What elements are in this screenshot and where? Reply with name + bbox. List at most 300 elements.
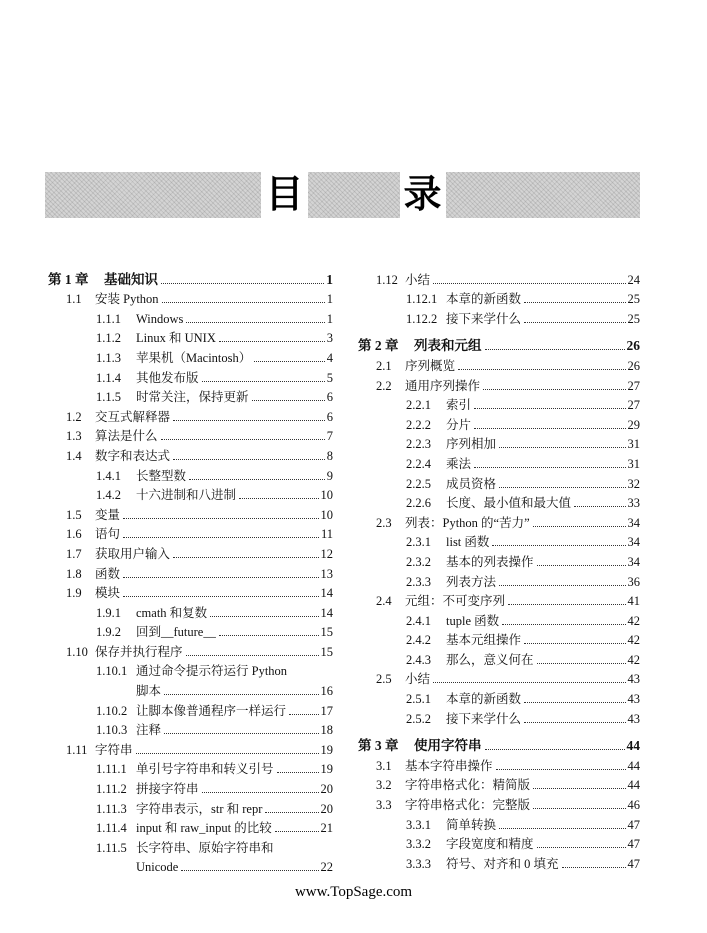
toc-entry-page: 25 bbox=[627, 311, 640, 326]
toc-entry[interactable] bbox=[358, 354, 640, 374]
toc-entry-page: 47 bbox=[627, 856, 640, 871]
toc-entry-page: 27 bbox=[627, 398, 640, 413]
toc-entry-page: 5 bbox=[326, 370, 333, 385]
dot-leader bbox=[485, 349, 625, 350]
toc-entry-number: 1.1.4 bbox=[96, 370, 121, 385]
dot-leader bbox=[499, 828, 625, 829]
toc-entry-number: 3.3.2 bbox=[406, 837, 431, 852]
toc-entry-page: 36 bbox=[627, 574, 640, 589]
toc-entry-number: 2.5 bbox=[376, 672, 392, 687]
toc-entry-title: 使用字符串 bbox=[414, 738, 482, 754]
dot-leader bbox=[265, 812, 318, 813]
toc-entry[interactable] bbox=[358, 492, 640, 512]
toc-entry-number: 2.4.2 bbox=[406, 633, 431, 648]
toc-entry-number: 2.2.6 bbox=[406, 496, 431, 511]
toc-entry-page: 34 bbox=[627, 515, 640, 530]
toc-entry-page: 32 bbox=[627, 476, 640, 491]
toc-entry-number: 2.3.3 bbox=[406, 574, 431, 589]
toc-entry-title: 字段宽度和精度 bbox=[446, 837, 534, 852]
toc-entry[interactable] bbox=[358, 472, 640, 492]
toc-entry-title: 交互式解释器 bbox=[95, 409, 171, 424]
toc-entry-page: 44 bbox=[627, 758, 640, 773]
title-char-1: 目 bbox=[261, 168, 307, 220]
toc-entry[interactable] bbox=[358, 511, 640, 531]
toc-entry-title: 那么，意义何在 bbox=[446, 652, 534, 667]
toc-entry-title: tuple 函数 bbox=[446, 613, 500, 628]
toc-entry-number: 3.3.3 bbox=[406, 856, 431, 871]
toc-entry-number: 第 1 章 bbox=[48, 271, 89, 287]
toc-entry-page: 9 bbox=[326, 468, 333, 483]
toc-entry-number: 1.10.1 bbox=[96, 664, 128, 679]
toc-entry[interactable] bbox=[358, 570, 640, 590]
dot-leader bbox=[502, 624, 625, 625]
toc-entry-number: 1.4 bbox=[66, 448, 82, 463]
toc-entry-title: 基本字符串操作 bbox=[405, 758, 493, 773]
toc-entry-page: 22 bbox=[320, 860, 333, 875]
toc-entry-title: 通过命令提示符运行 Python bbox=[136, 664, 288, 679]
footer-url: www.TopSage.com bbox=[294, 884, 413, 900]
toc-entry-page: 42 bbox=[627, 652, 640, 667]
dot-leader bbox=[136, 753, 319, 754]
toc-entry-title: 分片 bbox=[446, 417, 472, 432]
toc-entry-title: cmath 和复数 bbox=[136, 605, 208, 620]
toc-entry-number: 1.10.3 bbox=[96, 723, 128, 738]
toc-entry-number: 1.11.2 bbox=[96, 782, 127, 797]
toc-entry-page: 33 bbox=[627, 496, 640, 511]
toc-entry-number: 2.4.1 bbox=[406, 613, 431, 628]
toc-entry-number: 2.3 bbox=[376, 515, 392, 530]
toc-chapter-entry[interactable] bbox=[358, 735, 640, 755]
toc-entry-number: 3.3.1 bbox=[406, 817, 431, 832]
toc-entry[interactable] bbox=[48, 523, 333, 543]
toc-entry-page: 47 bbox=[627, 837, 640, 852]
toc-entry[interactable] bbox=[358, 374, 640, 394]
toc-entry-page: 43 bbox=[627, 672, 640, 687]
toc-entry-title: 脚本 bbox=[136, 684, 162, 699]
toc-entry-number: 第 2 章 bbox=[358, 338, 399, 354]
toc-entry-page: 42 bbox=[627, 613, 640, 628]
toc-entry-title: 列表和元组 bbox=[414, 338, 482, 354]
toc-entry[interactable] bbox=[358, 754, 640, 774]
toc-entry-page: 13 bbox=[320, 566, 333, 581]
toc-entry-page: 43 bbox=[627, 711, 640, 726]
toc-entry-page: 25 bbox=[627, 292, 640, 307]
toc-entry-title: 长字符串、原始字符串和 bbox=[136, 840, 274, 855]
toc-entry-page: 17 bbox=[320, 703, 333, 718]
toc-entry-number: 2.4 bbox=[376, 594, 392, 609]
toc-right-column bbox=[358, 268, 640, 872]
toc-entry-title: 基础知识 bbox=[104, 271, 158, 287]
toc-entry-title: 本章的新函数 bbox=[446, 692, 522, 707]
toc-entry-title: 函数 bbox=[95, 566, 121, 581]
toc-left-column bbox=[48, 268, 333, 875]
toc-entry-page: 3 bbox=[326, 331, 333, 346]
toc-entry[interactable] bbox=[48, 856, 333, 876]
dot-leader bbox=[123, 518, 318, 519]
toc-entry[interactable] bbox=[358, 550, 640, 570]
toc-entry-title: 获取用户输入 bbox=[95, 546, 171, 561]
toc-entry-number: 2.5.1 bbox=[406, 692, 431, 707]
toc-entry-page: 6 bbox=[326, 390, 333, 405]
toc-entry-page: 47 bbox=[627, 817, 640, 832]
toc-entry-page: 24 bbox=[627, 272, 640, 287]
toc-entry[interactable] bbox=[358, 590, 640, 610]
toc-entry[interactable] bbox=[48, 346, 333, 366]
toc-entry-title: 安装 Python bbox=[95, 292, 159, 307]
toc-entry-title: 通用序列操作 bbox=[405, 378, 481, 393]
toc-entry[interactable] bbox=[358, 648, 640, 668]
toc-entry-title: 回到__future__ bbox=[136, 625, 216, 640]
toc-entry-title: 苹果机（Macintosh） bbox=[136, 350, 252, 365]
dot-leader bbox=[123, 596, 318, 597]
dot-leader bbox=[189, 479, 325, 480]
page-title bbox=[0, 168, 707, 220]
toc-entry[interactable] bbox=[48, 366, 333, 386]
toc-entry-title: 序列相加 bbox=[446, 437, 497, 452]
dot-leader bbox=[537, 847, 626, 848]
toc-entry[interactable] bbox=[48, 797, 333, 817]
toc-entry-title: 符号、对齐和 0 填充 bbox=[446, 856, 559, 871]
dot-leader bbox=[474, 408, 625, 409]
toc-entry[interactable] bbox=[48, 542, 333, 562]
toc-entry[interactable] bbox=[48, 503, 333, 523]
dot-leader bbox=[164, 694, 318, 695]
dot-leader bbox=[474, 428, 625, 429]
toc-entry-page: 20 bbox=[320, 782, 333, 797]
toc-entry-page: 14 bbox=[320, 586, 333, 601]
toc-entry[interactable] bbox=[358, 307, 640, 327]
toc-entry-page: 26 bbox=[626, 338, 640, 354]
toc-entry-number: 2.5.2 bbox=[406, 711, 431, 726]
toc-entry-page: 27 bbox=[627, 378, 640, 393]
toc-entry[interactable] bbox=[358, 433, 640, 453]
dot-leader bbox=[289, 714, 318, 715]
dot-leader bbox=[524, 643, 625, 644]
toc-entry-number: 1.10 bbox=[66, 644, 88, 659]
dot-leader bbox=[164, 733, 318, 734]
toc-entry-page: 29 bbox=[627, 417, 640, 432]
toc-entry-number: 1.9.1 bbox=[96, 605, 121, 620]
toc-entry[interactable] bbox=[48, 758, 333, 778]
dot-leader bbox=[537, 565, 626, 566]
toc-entry-title: 本章的新函数 bbox=[446, 292, 522, 307]
toc-entry[interactable] bbox=[48, 405, 333, 425]
toc-entry-number: 1.1.2 bbox=[96, 331, 121, 346]
toc-entry[interactable] bbox=[48, 621, 333, 641]
toc-entry-number: 1.9 bbox=[66, 586, 82, 601]
dot-leader bbox=[499, 487, 625, 488]
toc-entry-title: input 和 raw_input 的比较 bbox=[136, 821, 272, 836]
toc-entry-number: 1.11 bbox=[66, 742, 88, 757]
toc-entry[interactable] bbox=[48, 562, 333, 582]
toc-entry-title: 语句 bbox=[95, 527, 121, 542]
toc-entry-number: 2.2.4 bbox=[406, 456, 431, 471]
dot-leader bbox=[254, 361, 324, 362]
toc-entry-number: 2.1 bbox=[376, 358, 392, 373]
toc-entry-page: 1 bbox=[326, 311, 333, 326]
toc-entry-number: 1.11.3 bbox=[96, 801, 127, 816]
dot-leader bbox=[533, 808, 625, 809]
toc-entry-page: 42 bbox=[627, 633, 640, 648]
dot-leader bbox=[202, 792, 319, 793]
dot-leader bbox=[524, 302, 625, 303]
toc-entry-page: 41 bbox=[627, 594, 640, 609]
dot-leader bbox=[252, 400, 325, 401]
toc-entry[interactable] bbox=[48, 738, 333, 758]
toc-entry-page: 15 bbox=[320, 644, 333, 659]
toc-entry-title: 小结 bbox=[405, 272, 431, 287]
toc-entry-title: list 函数 bbox=[446, 535, 490, 550]
toc-entry-title: Unicode bbox=[136, 860, 179, 875]
toc-entry-page: 4 bbox=[326, 350, 333, 365]
toc-entry-title: 模块 bbox=[95, 586, 121, 601]
toc-entry-number: 2.3.2 bbox=[406, 554, 431, 569]
toc-entry-number: 2.2 bbox=[376, 378, 392, 393]
toc-entry[interactable] bbox=[48, 444, 333, 464]
dot-leader bbox=[277, 772, 319, 773]
toc-entry-number: 1.4.2 bbox=[96, 488, 121, 503]
toc-entry-page: 1 bbox=[326, 292, 333, 307]
toc-entry-title: 接下来学什么 bbox=[446, 311, 522, 326]
toc-entry-page: 11 bbox=[320, 527, 333, 542]
dot-leader bbox=[524, 702, 625, 703]
toc-entry-number: 1.7 bbox=[66, 546, 82, 561]
toc-entry-number: 1.8 bbox=[66, 566, 82, 581]
toc-entry[interactable] bbox=[358, 774, 640, 794]
toc-entry-number: 1.3 bbox=[66, 429, 82, 444]
dot-leader bbox=[219, 341, 325, 342]
toc-entry-number: 3.3 bbox=[376, 798, 392, 813]
toc-entry-title: 接下来学什么 bbox=[446, 711, 522, 726]
toc-entry[interactable] bbox=[358, 394, 640, 414]
toc-entry-page: 12 bbox=[320, 546, 333, 561]
dot-leader bbox=[162, 302, 325, 303]
toc-entry[interactable] bbox=[48, 817, 333, 837]
toc-entry[interactable] bbox=[48, 425, 333, 445]
toc-entry-page: 21 bbox=[320, 821, 333, 836]
toc-entry-number: 1.12 bbox=[376, 272, 398, 287]
dot-leader bbox=[524, 722, 625, 723]
toc-entry[interactable] bbox=[48, 601, 333, 621]
dot-leader bbox=[485, 749, 625, 750]
dot-leader bbox=[499, 447, 625, 448]
toc-entry[interactable] bbox=[48, 327, 333, 347]
toc-entry[interactable] bbox=[358, 452, 640, 472]
toc-entry-number: 1.1.1 bbox=[96, 311, 121, 326]
toc-entry-title: 基本元组操作 bbox=[446, 633, 522, 648]
title-char-2: 录 bbox=[400, 168, 446, 220]
toc-entry-page: 18 bbox=[320, 723, 333, 738]
toc-entry[interactable] bbox=[48, 836, 333, 856]
dot-leader bbox=[433, 682, 625, 683]
toc-chapter-entry[interactable] bbox=[358, 335, 640, 355]
toc-entry-page: 19 bbox=[320, 742, 333, 757]
dot-leader bbox=[161, 283, 324, 284]
toc-entry[interactable] bbox=[358, 268, 640, 288]
toc-entry-page: 34 bbox=[627, 535, 640, 550]
toc-entry[interactable] bbox=[48, 464, 333, 484]
toc-entry-title: 数字和表达式 bbox=[95, 448, 171, 463]
dot-leader bbox=[574, 506, 625, 507]
toc-entry[interactable] bbox=[358, 687, 640, 707]
toc-entry-number: 2.2.3 bbox=[406, 437, 431, 452]
toc-entry-page: 16 bbox=[320, 684, 333, 699]
toc-entry-number: 1.12.1 bbox=[406, 292, 438, 307]
dot-leader bbox=[123, 537, 319, 538]
dot-leader bbox=[458, 369, 625, 370]
toc-entry[interactable] bbox=[48, 484, 333, 504]
toc-entry-number: 1.5 bbox=[66, 507, 82, 522]
toc-entry-title: 字符串 bbox=[95, 742, 133, 757]
toc-entry-title: 索引 bbox=[446, 398, 472, 413]
toc-entry-title: 变量 bbox=[95, 507, 121, 522]
toc-entry-title: 列表方法 bbox=[446, 574, 497, 589]
toc-entry[interactable] bbox=[358, 531, 640, 551]
dot-leader bbox=[508, 604, 625, 605]
toc-entry[interactable] bbox=[358, 668, 640, 688]
dot-leader bbox=[492, 545, 625, 546]
toc-chapter-entry[interactable] bbox=[48, 268, 333, 288]
toc-entry-page: 26 bbox=[627, 358, 640, 373]
toc-entry-page: 31 bbox=[627, 456, 640, 471]
toc-entry[interactable] bbox=[358, 793, 640, 813]
dot-leader bbox=[202, 381, 325, 382]
toc-entry-page: 43 bbox=[627, 692, 640, 707]
toc-entry[interactable] bbox=[358, 813, 640, 833]
dot-leader bbox=[499, 585, 625, 586]
toc-entry-number: 1.1 bbox=[66, 292, 82, 307]
toc-entry-page: 7 bbox=[326, 429, 333, 444]
toc-entry-title: 十六进制和八进制 bbox=[136, 488, 237, 503]
toc-entry-page: 20 bbox=[320, 801, 333, 816]
toc-entry-title: Linux 和 UNIX bbox=[136, 331, 216, 346]
dot-leader bbox=[533, 526, 626, 527]
dot-leader bbox=[537, 663, 626, 664]
dot-leader bbox=[275, 831, 319, 832]
toc-entry-title: 单引号字符串和转义引号 bbox=[136, 762, 274, 777]
toc-entry-number: 2.2.2 bbox=[406, 417, 431, 432]
toc-entry-title: 长整型数 bbox=[136, 468, 187, 483]
dot-leader bbox=[173, 420, 325, 421]
toc-entry[interactable] bbox=[48, 660, 333, 680]
dot-leader bbox=[474, 467, 625, 468]
dot-leader bbox=[123, 577, 318, 578]
dot-leader bbox=[524, 322, 625, 323]
toc-entry[interactable] bbox=[48, 640, 333, 660]
toc-entry-title: 字符串格式化：完整版 bbox=[405, 798, 531, 813]
dot-leader bbox=[219, 635, 319, 636]
toc-entry[interactable] bbox=[48, 719, 333, 739]
toc-entry[interactable] bbox=[48, 679, 333, 699]
toc-entry-number: 1.11.1 bbox=[96, 762, 127, 777]
toc-entry-number: 1.1.5 bbox=[96, 390, 121, 405]
toc-entry-title: 算法是什么 bbox=[95, 429, 158, 444]
toc-entry-number: 2.2.1 bbox=[406, 398, 431, 413]
toc-entry[interactable] bbox=[48, 307, 333, 327]
toc-entry-title: 乘法 bbox=[446, 456, 472, 471]
dot-leader bbox=[433, 283, 625, 284]
dot-leader bbox=[186, 322, 324, 323]
dot-leader bbox=[483, 389, 625, 390]
toc-entry-number: 1.10.2 bbox=[96, 703, 128, 718]
toc-entry-title: 让脚本像普通程序一样运行 bbox=[136, 703, 287, 718]
toc-entry[interactable] bbox=[358, 609, 640, 629]
dot-leader bbox=[210, 616, 318, 617]
toc-entry[interactable] bbox=[358, 833, 640, 853]
toc-entry-page: 44 bbox=[627, 778, 640, 793]
toc-entry-title: 基本的列表操作 bbox=[446, 554, 534, 569]
dot-leader bbox=[161, 439, 325, 440]
toc-entry-title: 注释 bbox=[136, 723, 162, 738]
toc-entry[interactable] bbox=[358, 288, 640, 308]
toc-entry-page: 8 bbox=[326, 448, 333, 463]
toc-entry-page: 34 bbox=[627, 554, 640, 569]
toc-entry-number: 第 3 章 bbox=[358, 738, 399, 754]
toc-entry-page: 44 bbox=[626, 738, 640, 754]
toc-entry-number: 3.2 bbox=[376, 778, 392, 793]
toc-entry-number: 1.1.3 bbox=[96, 350, 121, 365]
toc-entry-title: 时常关注，保持更新 bbox=[136, 390, 249, 405]
toc-entry[interactable] bbox=[358, 852, 640, 872]
dot-leader bbox=[239, 498, 318, 499]
toc-entry-page: 1 bbox=[326, 271, 333, 287]
toc-entry-page: 10 bbox=[320, 488, 333, 503]
toc-entry-title: Windows bbox=[136, 311, 184, 326]
toc-entry-number: 1.11.4 bbox=[96, 821, 127, 836]
toc-entry-title: 简单转换 bbox=[446, 817, 497, 832]
toc-entry[interactable] bbox=[48, 777, 333, 797]
toc-entry-number: 2.2.5 bbox=[406, 476, 431, 491]
toc-entry[interactable] bbox=[358, 629, 640, 649]
toc-entry-page: 46 bbox=[627, 798, 640, 813]
toc-entry-title: 小结 bbox=[405, 672, 431, 687]
toc-entry[interactable] bbox=[48, 386, 333, 406]
toc-entry-title: 序列概览 bbox=[405, 358, 456, 373]
dot-leader bbox=[186, 655, 319, 656]
toc-entry[interactable] bbox=[358, 707, 640, 727]
dot-leader bbox=[562, 867, 626, 868]
toc-entry[interactable] bbox=[48, 582, 333, 602]
toc-entry-title: 保存并执行程序 bbox=[95, 644, 183, 659]
toc-entry-number: 2.3.1 bbox=[406, 535, 431, 550]
dot-leader bbox=[181, 870, 318, 871]
toc-entry-number: 1.11.5 bbox=[96, 840, 127, 855]
toc-entry-number: 1.9.2 bbox=[96, 625, 121, 640]
toc-entry-page: 10 bbox=[320, 507, 333, 522]
toc-entry-title: 长度、最小值和最大值 bbox=[446, 496, 572, 511]
dot-leader bbox=[533, 788, 625, 789]
toc-entry-title: 其他发布版 bbox=[136, 370, 199, 385]
toc-entry[interactable] bbox=[48, 699, 333, 719]
toc-entry-number: 1.6 bbox=[66, 527, 82, 542]
toc-entry-title: 字符串表示，str 和 repr bbox=[136, 801, 263, 816]
toc-entry-page: 15 bbox=[320, 625, 333, 640]
toc-entry[interactable] bbox=[48, 288, 333, 308]
toc-entry-page: 31 bbox=[627, 437, 640, 452]
toc-entry-title: 成员资格 bbox=[446, 476, 497, 491]
toc-entry-page: 19 bbox=[320, 762, 333, 777]
toc-entry-page: 14 bbox=[320, 605, 333, 620]
toc-entry-page: 6 bbox=[326, 409, 333, 424]
dot-leader bbox=[173, 557, 318, 558]
toc-entry-number: 1.4.1 bbox=[96, 468, 121, 483]
toc-entry-number: 1.2 bbox=[66, 409, 82, 424]
dot-leader bbox=[496, 769, 626, 770]
toc-entry-title: 列表：Python 的“苦力” bbox=[405, 515, 530, 530]
toc-entry-number: 2.4.3 bbox=[406, 652, 431, 667]
toc-entry[interactable] bbox=[358, 413, 640, 433]
dot-leader bbox=[173, 459, 325, 460]
